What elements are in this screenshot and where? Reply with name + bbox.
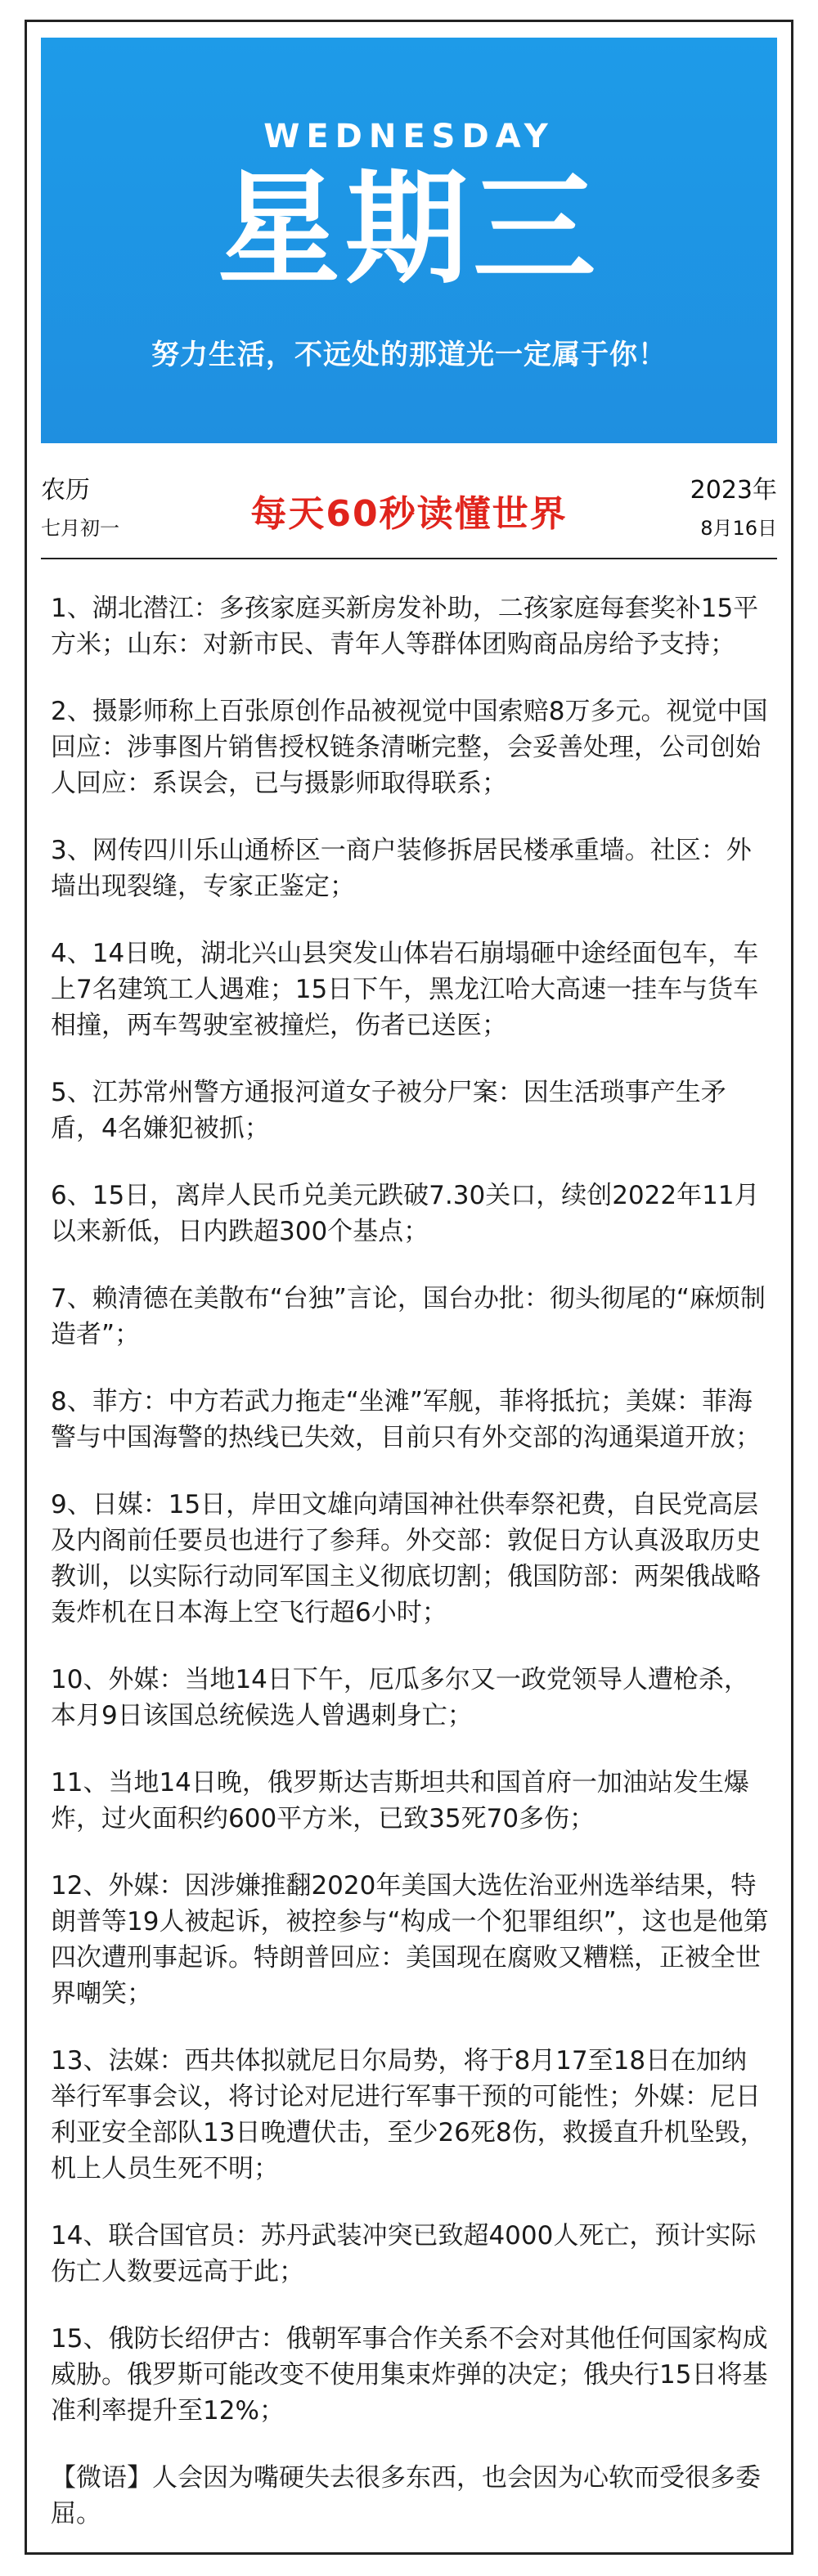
banner-slogan: 努力生活，不远处的那道光一定属于你！ bbox=[151, 339, 667, 371]
weekday-chinese: 星期三 bbox=[217, 159, 600, 301]
news-item-12: 12、外媒：因涉嫌推翻2020年美国大选佐治亚州选举结果，特朗普等19人被起诉，被控参与“构成一个犯罪组织”，这也是他第四次遭刑事起诉。特朗普回应：美国现在腐败又糟糕，正被全世界嘲笑； bbox=[51, 1871, 769, 2008]
news-item-8: 8、菲方：中方若武力拖走“坐滩”军舰，菲将抵抗；美媒：菲海警与中国海警的热线已失效，目前只有外交部的沟通渠道开放； bbox=[51, 1387, 761, 1452]
news-item-5: 5、江苏常州警方通报河道女子被分尸案：因生活琐事产生矛盾，4名嫌犯被抓； bbox=[51, 1078, 726, 1143]
news-item-4: 4、14日晚，湖北兴山县突发山体岩石崩塌砸中途经面包车，车上7名建筑工人遇难；15日下午，黑龙江哈大高速一挂车与货车相撞，两车驾驶室被撞烂，伤者已送医； bbox=[51, 939, 759, 1040]
news-item-1: 1、湖北潜江：多孩家庭买新房发补助，二孩家庭每套奖补15平方米；山东：对新市民、青年人等群体团购商品房给予支持； bbox=[51, 594, 759, 659]
news-item-11: 11、当地14日晚，俄罗斯达吉斯坦共和国首府一加油站发生爆炸，过火面积约600平方米，已致35死70多伤； bbox=[51, 1768, 749, 1833]
news-list bbox=[51, 590, 771, 2557]
daily-quote: 【微语】人会因为嘴硬失去很多东西，也会因为心软而受很多委屈。 bbox=[51, 2463, 761, 2529]
page-title: 每天60秒读懂世界 bbox=[250, 493, 568, 535]
lunar-date: 七月初一 bbox=[41, 517, 119, 540]
year-label: 2023年 bbox=[690, 476, 777, 505]
news-item-13: 13、法媒：西共体拟就尼日尔局势，将于8月17至18日在加纳举行军事会议，将讨论对尼进行军事干预的可能性；外媒：尼日利亚安全部队13日晚遭伏击，至少26死8伤，救援直升机坠毁，机上人员生死不明； bbox=[51, 2046, 766, 2183]
news-item-14: 14、联合国官员：苏丹武装冲突已致超4000人死亡，预计实际伤亡人数要远高于此； bbox=[51, 2221, 757, 2287]
news-item-10: 10、外媒：当地14日下午，厄瓜多尔又一政党领导人遭枪杀，本月9日该国总统候选人曾遇刺身亡； bbox=[51, 1665, 749, 1730]
news-item-9: 9、日媒：15日，岸田文雄向靖国神社供奉祭祀费，自民党高层及内阁前任要员也进行了参拜。外交部：敦促日方认真汲取历史教训，以实际行动同军国主义彻底切割；俄国防部：两架俄战略轰炸机在日本海上空飞行超6小时； bbox=[51, 1490, 761, 1627]
news-item-3: 3、网传四川乐山通桥区一商户装修拆居民楼承重墙。社区：外墙出现裂缝，专家正鉴定； bbox=[51, 836, 752, 901]
date-row bbox=[41, 463, 777, 553]
header-divider bbox=[41, 558, 777, 559]
weekday-english: WEDNESDAY bbox=[263, 118, 555, 155]
news-item-15: 15、俄防长绍伊古：俄朝军事合作关系不会对其他任何国家构成威胁。俄罗斯可能改变不使用集束炸弹的决定；俄央行15日将基准利率提升至12%； bbox=[51, 2324, 768, 2426]
lunar-label: 农历 bbox=[41, 476, 90, 505]
month-day-label: 8月16日 bbox=[700, 517, 777, 540]
news-item-7: 7、赖清德在美散布“台独”言论，国台办批：彻头彻尾的“麻烦制造者”； bbox=[51, 1284, 766, 1349]
header-banner bbox=[41, 38, 777, 443]
news-item-6: 6、15日，离岸人民币兑美元跌破7.30关口，续创2022年11月以来新低，日内跌超300个基点； bbox=[51, 1181, 760, 1246]
news-item-2: 2、摄影师称上百张原创作品被视觉中国索赔8万多元。视觉中国回应：涉事图片销售授权链条清晰完整，会妥善处理，公司创始人回应：系误会，已与摄影师取得联系； bbox=[51, 697, 768, 798]
